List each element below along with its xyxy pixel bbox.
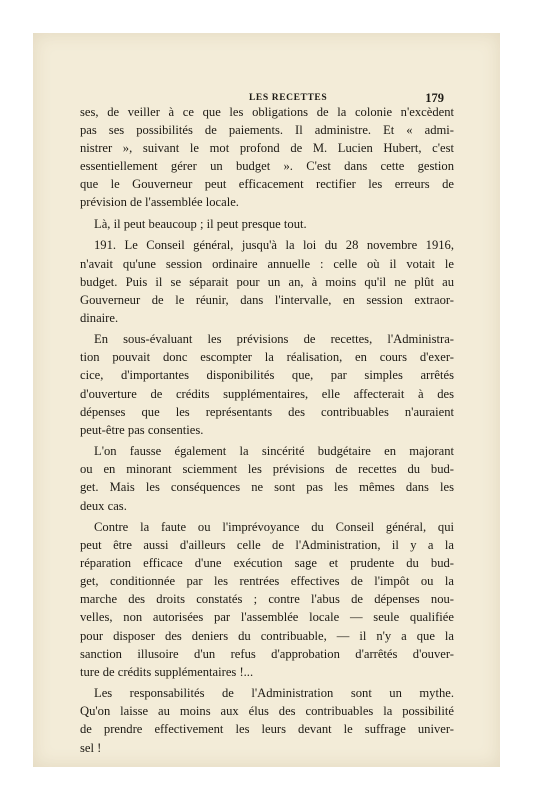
text-line: Les responsabilités de l'Administration sont un mythe. [94,686,454,701]
page-number: 179 [425,91,444,105]
text-line: get. Mais les conséquences ne sont pas les mêmes dans les [80,480,454,495]
text-line: L'on fausse également la sincérité budgétaire en majorant [94,444,454,459]
text-line: que le Gouverneur peut efficacement rectifier les erreurs de [80,177,454,192]
text-line: 191. Le Conseil général, jusqu'à la loi du 28 novembre 1916, [94,238,454,253]
text-line: ture de crédits supplémentaires !... [80,664,254,679]
paragraph-2 [80,215,454,233]
text-line: sel ! [80,740,102,755]
text-line: nistrer », suivant le mot profond de M. Lucien Hubert, c'est [80,141,454,156]
paragraph-1 [80,103,454,212]
text-line: Contre la faute ou l'imprévoyance du Conseil général, qui [94,520,454,535]
paragraph-4 [80,330,454,439]
paragraph-7 [80,684,454,756]
page-body [80,103,454,760]
text-line: tion pouvait donc escompter la réalisation, en cours d'exer- [80,350,454,365]
text-line: dépenses que les représentants des contribuables n'auraient [80,404,454,419]
paragraph-3 [80,236,454,326]
text-line: ou en minorant sciemment les prévisions de recettes du bud- [80,462,454,477]
text-line: peut être aussi d'ailleurs celle de l'Administration, il y a la [80,538,454,553]
running-head: LES RECETTES [249,93,328,103]
text-line: Là, il peut beaucoup ; il peut presque tout. [94,216,307,231]
text-line: réparation efficace d'une exécution sage et prudente du bud- [80,556,454,571]
text-line: sanction illusoire d'un refus d'approbation d'arrêtés d'ouver- [80,646,454,661]
text-line: essentiellement gérer un budget ». C'est dans cette gestion [80,159,454,174]
text-line: pour disposer des deniers du contribuable, — il n'y a que la [80,628,454,643]
text-line: velles, non autorisées par l'assemblée locale — seule qualifiée [80,610,454,625]
paragraph-5 [80,442,454,514]
text-line: budget. Puis il se séparait pour un an, à moins qu'il ne plût au [80,274,454,289]
text-line: cice, d'importantes disponibilités que, par simples arrêtés [80,368,454,383]
text-line: pas ses possibilités de paiements. Il administre. Et « admi- [80,123,454,138]
text-line: dinaire. [80,310,119,325]
text-line: ses, de veiller à ce que les obligations de la colonie n'excèdent [80,105,454,119]
text-line: En sous-évaluant les prévisions de recettes, l'Administra- [94,332,454,347]
text-line: peut-être pas consenties. [80,422,204,437]
text-line: get, conditionnée par les rentrées effectives de l'impôt ou la [80,574,454,589]
text-line: d'ouverture de crédits supplémentaires, elle affecterait à des [80,386,454,401]
paragraph-6 [80,518,454,681]
text-line: deux cas. [80,498,127,513]
text-line: n'avait qu'une session ordinaire annuelle : celle où il votait le [80,256,454,271]
text-line: Gouverneur de le réunir, dans l'intervalle, en session extraor- [80,292,454,307]
text-line: prévision de l'assemblée locale. [80,195,239,210]
text-line: de prendre effectivement les leurs devant le suffrage univer- [80,722,454,737]
book-page [33,33,500,767]
text-line: Qu'on laisse au moins aux élus des contribuables la possibilité [80,704,454,719]
text-line: marche des droits constatés ; contre l'abus de dépenses nou- [80,592,454,607]
